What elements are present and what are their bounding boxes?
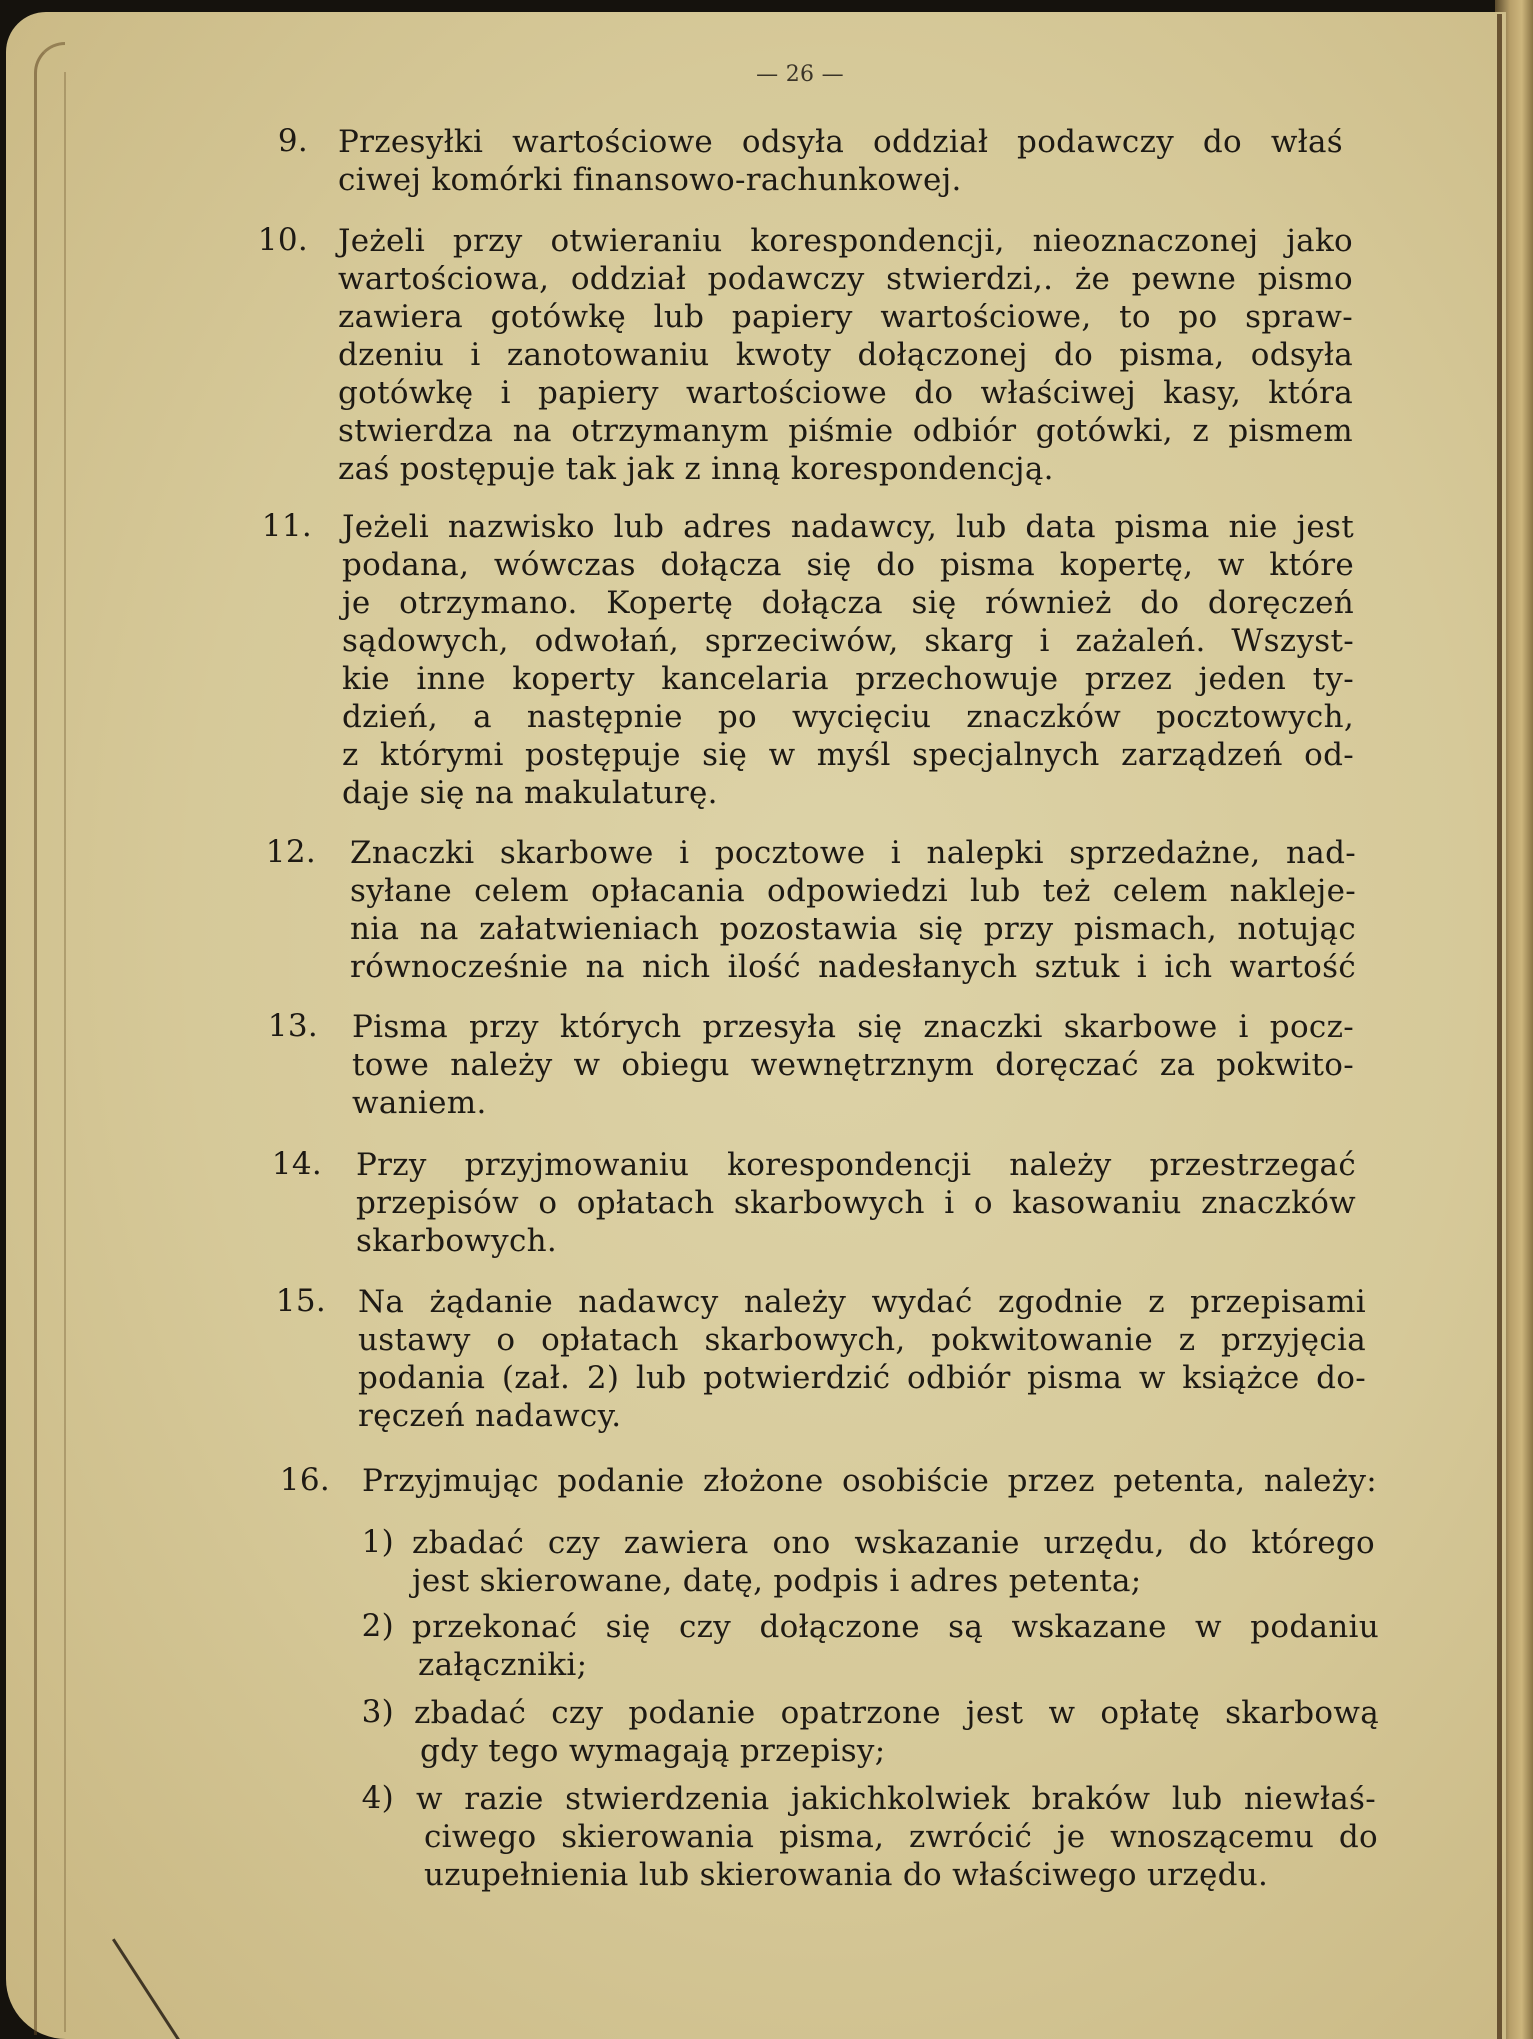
text-line: przepisów o opłatach skarbowych i o kasowaniu znaczków bbox=[356, 1185, 1356, 1221]
text-line: podania (zał. 2) lub potwierdzić odbiór pisma w książce do- bbox=[358, 1360, 1366, 1396]
item-number: 16. bbox=[279, 1462, 330, 1498]
text-line: Przyjmując podanie złożone osobiście przez petenta, należy: bbox=[362, 1463, 1377, 1499]
item-number: 13. bbox=[267, 1008, 318, 1044]
text-line: zbadać czy zawiera ono wskazanie urzędu, do którego bbox=[412, 1525, 1375, 1561]
subitem-number: 1) bbox=[361, 1524, 394, 1560]
item-number: 9. bbox=[277, 123, 308, 159]
text-line: Pisma przy których przesyła się znaczki skarbowe i pocz- bbox=[352, 1009, 1354, 1045]
page-number: — 26 — bbox=[756, 62, 844, 87]
text-line: ciwego skierowania pisma, zwrócić je wnoszącemu do bbox=[424, 1819, 1378, 1855]
text-line: równocześnie na nich ilość nadesłanych sztuk i ich wartość bbox=[350, 949, 1356, 985]
text-line: Przesyłki wartościowe odsyła oddział podawczy do właś bbox=[338, 124, 1343, 160]
text-line: ciwej komórki finansowo-rachunkowej. bbox=[338, 162, 962, 198]
text-line: dzień, a następnie po wycięciu znaczków pocztowych, bbox=[342, 699, 1354, 735]
text-line: przekonać się czy dołączone są wskazane w podaniu bbox=[412, 1609, 1379, 1645]
text-line: sądowych, odwołań, sprzeciwów, skarg i zażaleń. Wszyst- bbox=[342, 623, 1354, 659]
text-line: Jeżeli nazwisko lub adres nadawcy, lub data pisma nie jest bbox=[342, 509, 1354, 545]
text-line: kie inne koperty kancelaria przechowuje przez jeden ty- bbox=[342, 661, 1354, 697]
text-line: z którymi postępuje się w myśl specjalnych zarządzeń od- bbox=[342, 737, 1354, 773]
text-line: stwierdza na otrzymanym piśmie odbiór gotówki, z pismem bbox=[338, 413, 1353, 449]
text-line: podana, wówczas dołącza się do pisma kopertę, w które bbox=[342, 547, 1354, 583]
text-line: dzeniu i zanotowaniu kwoty dołączonej do pisma, odsyła bbox=[338, 337, 1353, 373]
text-line: załączniki; bbox=[418, 1647, 588, 1683]
text-line: ręczeń nadawcy. bbox=[358, 1398, 622, 1434]
subitem-number: 4) bbox=[361, 1780, 394, 1816]
text-line: nia na załatwieniach pozostawia się przy pismach, notując bbox=[350, 911, 1356, 947]
text-line: zbadać czy podanie opatrzone jest w opłatę skarbową bbox=[414, 1695, 1379, 1731]
subitem-number: 3) bbox=[361, 1694, 394, 1730]
text-line: je otrzymano. Kopertę dołącza się również do doręczeń bbox=[342, 585, 1354, 621]
binding-crease bbox=[34, 42, 65, 2035]
subitem-number: 2) bbox=[361, 1608, 394, 1644]
text-line: skarbowych. bbox=[356, 1223, 558, 1259]
text-line: jest skierowane, datę, podpis i adres petenta; bbox=[412, 1563, 1142, 1599]
text-line: waniem. bbox=[352, 1085, 487, 1121]
text-line: Na żądanie nadawcy należy wydać zgodnie z przepisami bbox=[358, 1284, 1366, 1320]
item-number: 11. bbox=[261, 508, 312, 544]
item-number: 10. bbox=[257, 222, 308, 258]
text-line: Jeżeli przy otwieraniu korespondencji, nieoznaczonej jako bbox=[338, 223, 1353, 259]
text-line: syłane celem opłacania odpowiedzi lub też celem nakleje- bbox=[350, 873, 1356, 909]
text-line: uzupełnienia lub skierowania do właściwego urzędu. bbox=[424, 1857, 1269, 1893]
item-number: 12. bbox=[265, 834, 316, 870]
text-line: towe należy w obiegu wewnętrznym doręczać za pokwito- bbox=[352, 1047, 1354, 1083]
text-line: Przy przyjmowaniu korespondencji należy przestrzegać bbox=[356, 1147, 1356, 1183]
page-right-edge bbox=[1497, 14, 1502, 2039]
text-line: zawiera gotówkę lub papiery wartościowe, to po spraw- bbox=[338, 299, 1353, 335]
binding-crease-inner bbox=[64, 72, 66, 2032]
text-line: Znaczki skarbowe i pocztowe i nalepki sprzedażne, nad- bbox=[350, 835, 1356, 871]
text-line: w razie stwierdzenia jakichkolwiek braków lub niewłaś- bbox=[416, 1781, 1376, 1817]
item-number: 15. bbox=[275, 1283, 326, 1319]
text-line: zaś postępuje tak jak z inną korespondencją. bbox=[338, 451, 1054, 487]
text-line: daje się na makulaturę. bbox=[342, 775, 718, 811]
text-line: ustawy o opłatach skarbowych, pokwitowanie z przyjęcia bbox=[358, 1322, 1366, 1358]
text-line: gdy tego wymagają przepisy; bbox=[420, 1733, 886, 1769]
item-number: 14. bbox=[271, 1146, 322, 1182]
text-line: gotówkę i papiery wartościowe do właściwej kasy, która bbox=[338, 375, 1353, 411]
text-line: wartościowa, oddział podawczy stwierdzi,. że pewne pismo bbox=[338, 261, 1353, 297]
